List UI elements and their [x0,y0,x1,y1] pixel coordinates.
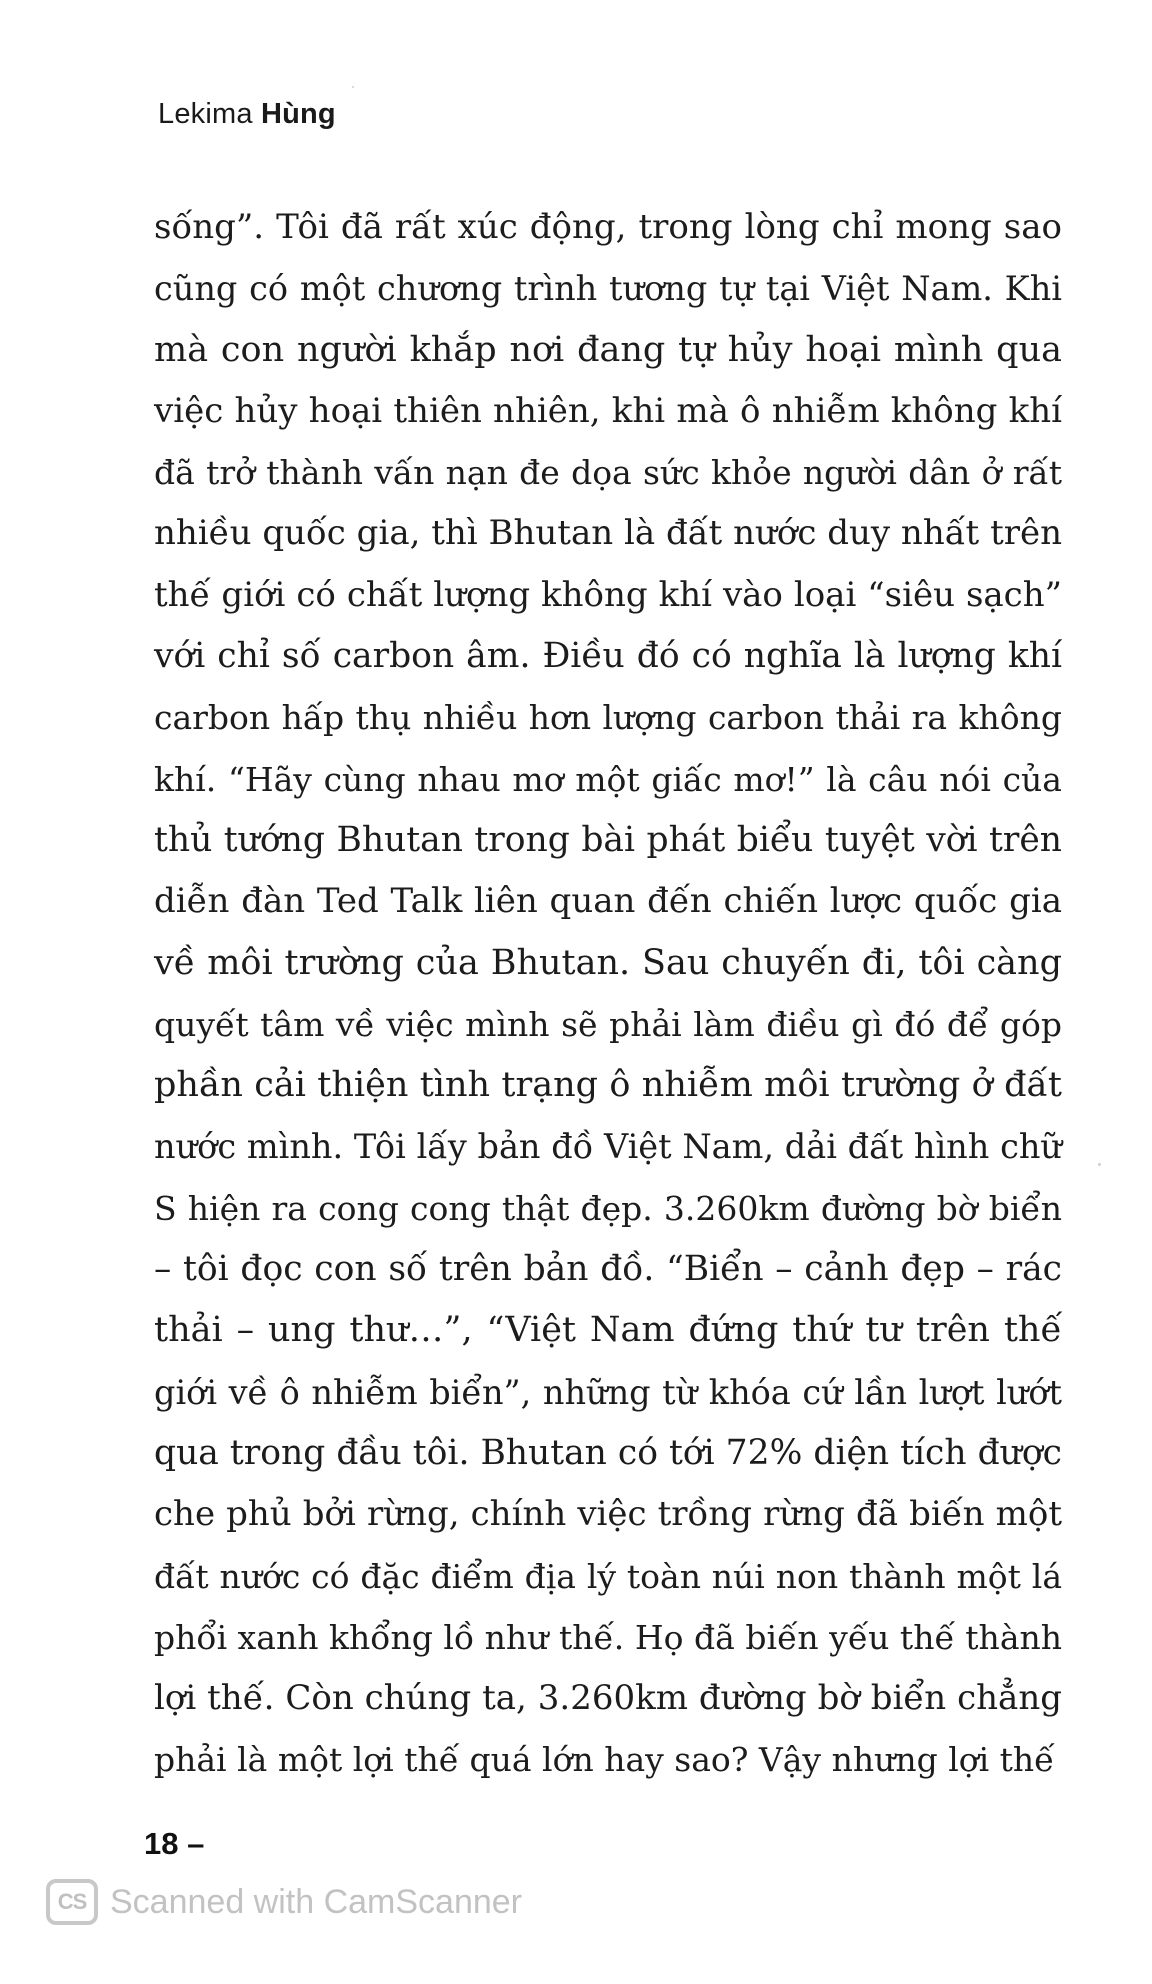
scan-speck [352,86,354,88]
body-line: phổi xanh khổng lồ như thế. Họ đã biến yếu thế thành [154,1617,1062,1657]
body-line: nước mình. Tôi lấy bản đồ Việt Nam, dải đất hình chữ [154,1127,1062,1167]
body-line: S hiện ra cong cong thật đẹp. 3.260km đường bờ biển [154,1188,1062,1228]
body-line: về môi trường của Bhutan. Sau chuyến đi, tôi càng [154,942,1062,983]
body-line: che phủ bởi rừng, chính việc trồng rừng đã biến một [154,1494,1062,1535]
body-line: đất nước có đặc điểm địa lý toàn núi non thành một lá [154,1556,1062,1596]
body-line: lợi thế. Còn chúng ta, 3.260km đường bờ biển chẳng [154,1678,1062,1719]
body-line: với chỉ số carbon âm. Điều đó có nghĩa là lượng khí [154,636,1062,677]
body-line: cũng có một chương trình tương tự tại Việt Nam. Khi [154,269,1062,309]
body-line: giới về ô nhiễm biển”, những từ khóa cứ lần lượt lướt [154,1372,1062,1412]
body-line: thủ tướng Bhutan trong bài phát biểu tuyệt vời trên [154,819,1062,860]
body-line: carbon hấp thụ nhiều hơn lượng carbon thải ra không [154,698,1062,738]
body-line: diễn đàn Ted Talk liên quan đến chiến lược quốc gia [154,881,1062,922]
body-line: sống”. Tôi đã rất xúc động, trong lòng chỉ mong sao [154,207,1062,247]
body-line: quyết tâm về việc mình sẽ phải làm điều gì đó để góp [154,1004,1062,1044]
body-line: qua trong đầu tôi. Bhutan có tới 72% diện tích được [154,1432,1062,1473]
camscanner-watermark [46,1879,522,1925]
watermark-text: Scanned with CamScanner [110,1882,523,1921]
body-line: thải – ung thư…”, “Việt Nam đứng thứ tư trên thế [154,1310,1062,1351]
camscanner-logo-icon: CS [46,1879,98,1925]
body-line: mà con người khắp nơi đang tự hủy hoại mình qua [154,329,1062,370]
body-line: đã trở thành vấn nạn đe dọa sức khỏe người dân ở rất [154,453,1062,493]
body-line: phải là một lợi thế quá lớn hay sao? Vậy nhưng lợi thế [154,1740,1055,1780]
body-line: thế giới có chất lượng không khí vào loại “siêu sạch” [154,574,1062,615]
page-number: 18 – [144,1826,205,1861]
body-line: phần cải thiện tình trạng ô nhiễm môi trường ở đất [154,1065,1062,1106]
body-line: khí. “Hãy cùng nhau mơ một giấc mơ!” là câu nói của [154,759,1062,799]
body-paragraph [154,197,1062,1791]
body-line: – tôi đọc con số trên bản đồ. “Biển – cảnh đẹp – rác [154,1249,1062,1290]
author-first-name: Lekima [158,98,253,130]
running-header [158,98,336,131]
body-line: việc hủy hoại thiên nhiên, khi mà ô nhiễm không khí [154,390,1062,431]
scan-speck [1098,1163,1101,1166]
author-last-name: Hùng [260,98,336,130]
body-line: nhiều quốc gia, thì Bhutan là đất nước duy nhất trên [154,513,1062,554]
